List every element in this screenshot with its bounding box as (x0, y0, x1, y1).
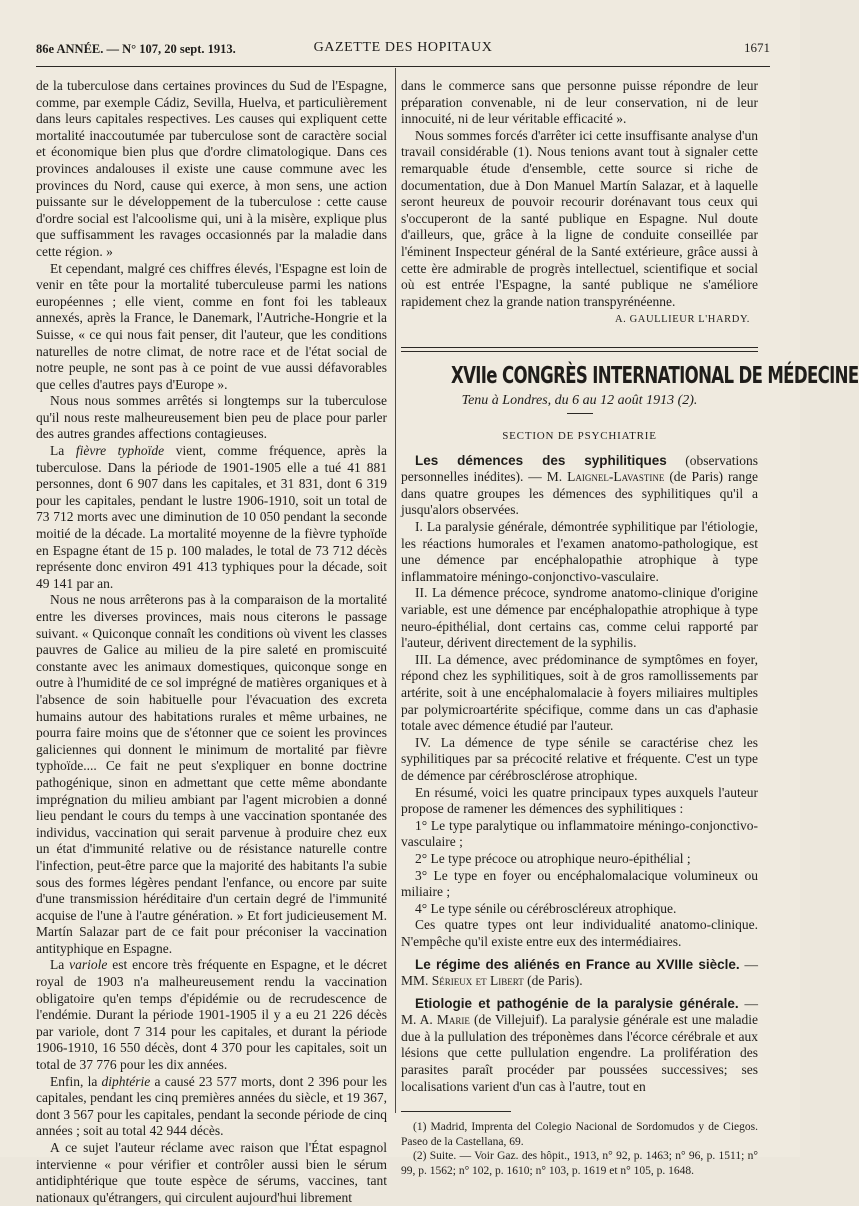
disease-name: diphtérie (101, 1073, 151, 1089)
text: (de Villejuif). La paralysie générale est une maladie due à la pullulation des tréponèmes dans l'écorce cérébrale et aux lésions que cette pullulation engendre. La prolifération des parasites paraît procéder par poussées successives; ses localisations varient d'un cas à l'autre, tout en (401, 1012, 758, 1094)
communication-paralysie (401, 996, 758, 1096)
footnote: (1) Madrid, Imprenta del Colegio Nacional de Sordomudos y de Ciegos. Paseo de la Castellana, 69. (401, 1121, 758, 1148)
page-number: 1671 (744, 40, 770, 55)
text: — MM. (401, 956, 758, 989)
list-item: 3° Le type en foyer ou encéphalomalacique volumineux ou miliaire ; (401, 867, 758, 900)
running-head (36, 36, 770, 64)
text: — M. A. (401, 995, 758, 1028)
communication-demences (401, 453, 758, 519)
text: (observations personnelles inédites). — M. (401, 452, 758, 485)
paragraph: Et cependant, malgré ces chiffres élevés, l'Espagne est loin de venir en tête pour la mortalité tuberculeuse parmi les nations européennes ; elle vient, comme en font foi les tableaux annexés, après la France, le Danemark, l'Autriche-Hongrie et la Suisse, « ce qui nous fait penser, dit l'auteur, que les conditions naturelles de notre climat, de notre race et de l'état social de notre peuple, ne sont pas à ce point de vue aussi défavorables que celles d'autres pays d'Europe ». (36, 260, 387, 392)
list-item: I. La paralysie générale, démontrée syphilitique par l'étiologie, les réactions humorales et l'examen anatomo-pathologique, est une démence par encéphalopathie atrophique à type inflammatoire méningo-conjonctivo-vasculaire. (401, 519, 758, 584)
text: Enfin, la (50, 1073, 102, 1089)
text: (de Paris) range dans quatre groupes les démences des syphilitiques qu'il a jusqu'alors observées. (401, 469, 758, 518)
author-name: Marie (436, 1012, 470, 1028)
list-item: 1° Le type paralytique ou inflammatoire méningo-conjonctivo-vasculaire ; (401, 817, 758, 850)
text: vient, comme fréquence, après la tuberculose. Dans la période de 1901-1905 elle a tué 41 881 personnes, dont 6 907 dans les capitales, et 31 831, dont 6 319 pour les capitales, pendant le lustre 1906-1910, soit un total de 73 712 morts avec une diminution de 10 050 pendant la seconde moitié de la décade. La mortalité moyenne de la fièvre typhoïde en Espagne étant de 15 p. 100 malades, le total de 73 712 décès représente donc environ 491 413 typhiques pour la décade, soit 49 141 par an. (36, 443, 387, 591)
communication-title: Etiologie et pathogénie de la paralysie générale. (415, 995, 739, 1011)
paragraph: Nous ne nous arrêterons pas à la comparaison de la mortalité entre les diverses provinces, mais nous citerons le passage suivant. « Quiconque connaît les conditions où vivent les classes pauvres de Galice au milieu de la pire saleté en promiscuité constante avec les animaux domestiques, quiconque songe en outre à l'humidité de ce sol imprégné de matières organiques et à l'absence de soin habituelle pour l'évacuation des excreta humains autour des habitations rurales et même urbaines, ne pourra faire moins que de s'étonner que ce soient les provinces galiciennes qui donnent le minimum de mortalité par fièvre typhoïde.... Ce fait ne peut s'expliquer en bonne doctrine pathogénique, sinon en admettant que cette même abondante imprégnation du milieu ambiant par l'agent microbien a donné lieu pendant le cours du temps à une vaccination spontanée des individus, vaccination qui serait parvenue à produire chez eux un état d'immunité relative ou de résistance naturelle contre l'infection, peut-être parce que la majorité des habitants l'a subie sous des formes légères pendant l'enfance, ou encore par suite d'une transmission héréditaire d'un certain degré de l'immunité acquise de l'une à l'autre génération. » Et fort judicieusement M. Martín Salazar part de ce fait pour préconiser la vaccination antityphique en Espagne. (36, 592, 387, 956)
footnote-rule (401, 1111, 511, 1112)
author-signature: A. GAULLIEUR L'HARDY. (614, 314, 750, 326)
right-column (401, 78, 859, 1179)
left-column (36, 78, 387, 1206)
communication-regime (401, 957, 758, 990)
text: La (50, 443, 76, 459)
congress-subtitle: Tenu à Londres, du 6 au 12 août 1913 (2). (461, 392, 698, 408)
paragraph: dans le commerce sans que personne puisse répondre de leur préparation convenable, ni de leur conservation, ni de leur innocuité, ni de leur véritable efficacité ». (401, 78, 758, 127)
text: (de Paris). (523, 973, 583, 989)
issue-line: 86e ANNÉE. — N° 107, 20 sept. 1913. (36, 42, 236, 56)
paragraph: Nous sommes forcés d'arrêter ici cette insuffisante analyse d'un travail considérable (1). Nous tenions avant tout à signaler cette remarquable étude d'ensemble, cette source si riche de documentation, due à Don Manuel Martín Salazar, et à laquelle seront heureux de pouvoir recourir dorénavant tous ceux qui s'occuperont de la santé publique en Espagne. Nul doute d'ailleurs, que, grâce à la ligne de conduite conseillée par l'éminent Inspecteur général de la Santé extérieure, grâce aussi à cette ère admirable de progrès intellectuel, scientifique et social où est entrée l'Espagne, la santé publique ne s'améliore rapidement chez la grande nation transpyrénéenne. (401, 127, 758, 309)
text: est encore très fréquente en Espagne, et le décret royal de 1903 n'a malheureusement rendu la vaccination obligatoire qu'en temps d'épidémie ou de recrudescence de l'endémie. Durant la période 1901-1905 il y a eu 21 226 décès par variole, dont 7 314 pour les capitales, et durant la période 1906-1910, 16 550 décès, dont 4 370 pour les capitales, soit un total de 37 776 pour les dix années. (36, 957, 387, 1073)
journal-title: GAZETTE DES HOPITAUX (313, 40, 493, 55)
column-divider (395, 68, 396, 1113)
text: La (50, 957, 70, 973)
paragraph-smallpox (36, 957, 387, 1073)
communication-title: Le régime des aliénés en France au XVIIIe siècle. (415, 956, 740, 972)
congress-title: XVIIe CONGRÈS INTERNATIONAL DE MÉDECINE (450, 362, 859, 389)
paragraph-typhoid (36, 443, 387, 592)
list-item: III. La démence, avec prédominance de symptômes en foyer, répond chez les syphilitiques, soit à de gros ramollissements par artérite, soit à une encéphalomalacie à foyers miliaires multiples par polymicroartérite spécifique, comme dans un cas d'aphasie totale avec démence étudié par l'auteur. (401, 651, 758, 734)
section-divider (401, 347, 758, 352)
author-name: Sérieux et Libert (431, 973, 524, 989)
communication-title: Les démences des syphilitiques (415, 452, 667, 468)
paragraph: A ce sujet l'auteur réclame avec raison que l'État espagnol intervienne « pour vérifier et contrôler aussi bien le sérum antidiphtérique que toute espèce de sérums, vaccines, tant nationaux qu'étrangers, qui circulent aujourd'hui librement (36, 1140, 387, 1205)
paragraph-diphtheria (36, 1074, 387, 1140)
footnote: (2) Suite. — Voir Gaz. des hôpit., 1913, n° 92, p. 1463; n° 96, p. 1511; n° 99, p. 1562; n° 102, p. 1610; n° 103, p. 1619 et n° 105, p. 1648. (401, 1150, 758, 1178)
list-item: 2° Le type précoce ou atrophique neuro-épithélial ; (415, 850, 691, 866)
text: a causé 23 577 morts, dont 2 396 pour les capitales, pendant les cinq premières années du siècle, et 19 367, dont 3 567 pour les capitales, pendant la seconde période de cinq années ; soit au total 42 944 décès. (36, 1073, 387, 1139)
short-rule (567, 413, 593, 414)
disease-name: variole (69, 957, 108, 973)
list-item: II. La démence précoce, syndrome anatomo-clinique d'origine variable, est une démence par encéphalopathie atrophique à type neuro-épithélial, dont certains cas, comme celui rapporté par l'auteur, dérivent directement de la syphilis. (401, 585, 758, 651)
paragraph: Nous nous sommes arrêtés si longtemps sur la tuberculose qu'il nous reste malheureusement bien peu de place pour parler des autres grandes affections contagieuses. (36, 393, 387, 442)
paragraph: En résumé, voici les quatre principaux types auxquels l'auteur propose de ramener les démences des syphilitiques : (401, 784, 758, 817)
paragraph: Ces quatre types ont leur individualité anatomo-clinique. N'empêche qu'il existe entre eux des intermédiaires. (401, 917, 758, 949)
header-rule (36, 66, 770, 67)
author-name: Laignel-Lavastine (567, 469, 665, 485)
footnotes (401, 1120, 758, 1178)
list-item: 4° Le type sénile ou cérébroscléreux atrophique. (415, 900, 677, 916)
section-heading: SECTION DE PSYCHIATRIE (502, 430, 657, 443)
paragraph: de la tuberculose dans certaines provinces du Sud de l'Espagne, comme, par exemple Cádiz, Sevilla, Huelva, et particulièrement dans leurs capitales respectives. Les causes qui expliquent cette mortalité inaccoutumée par tuberculose sont de caractère social et économique bien plus que d'ordre climatologique. Dans ces provinces andalouses il existe une cause commune avec les provinces du Nord, cause qui exerce, à mon sens, une action puissante sur le développement de la tuberculose : cette cause d'ordre social est l'alcoolisme qui, uni à la misère, explique plus que suffisamment les ravages occasionnés par la maladie dans cette région. » (36, 78, 387, 259)
disease-name: fièvre typhoïde (75, 443, 165, 459)
list-item: IV. La démence de type sénile se caractérise chez les syphilitiques par sa précocité relative et fréquente. C'est un type de démence par cérébrosclérose atrophique. (401, 734, 758, 783)
